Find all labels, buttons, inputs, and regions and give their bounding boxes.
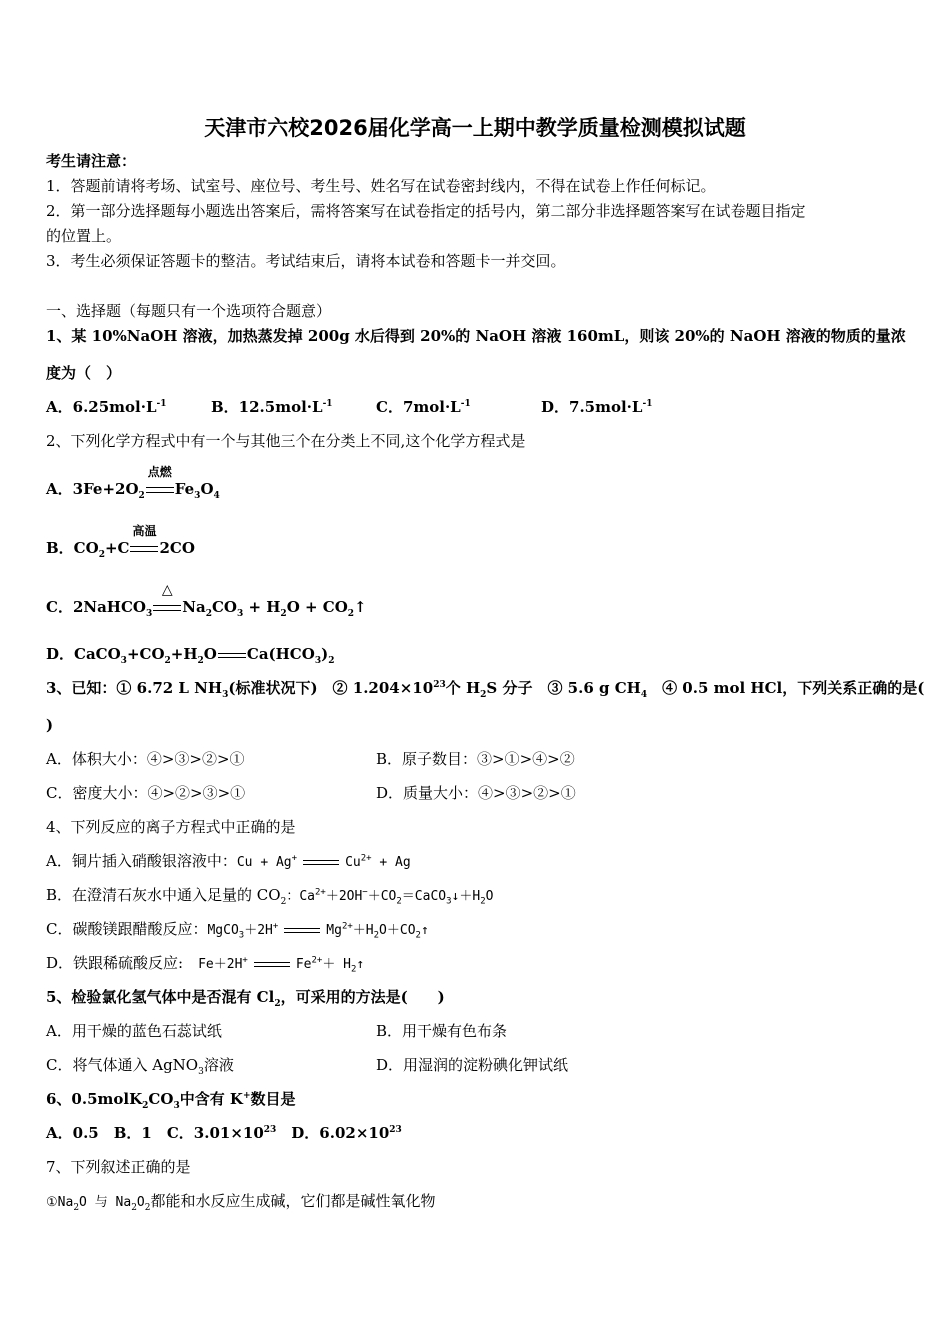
q7-stem: 7、下列叙述正确的是 bbox=[46, 1158, 191, 1176]
q1-option-c: C．$7mol\cdot L^{-1}$ bbox=[376, 398, 471, 416]
q6-stem: 6、$0.5molK_2CO_3$中含有 K+数目是 bbox=[46, 1090, 296, 1111]
reaction-arrow-c: △ bbox=[152, 597, 182, 617]
q6-options: A．0.5 B．1 C．$3.01\times 10^{23}$ D．$6.02\times 10^{23}$ bbox=[46, 1124, 402, 1142]
q5-option-b: B．用干燥有色布条 bbox=[376, 1022, 508, 1040]
q3-stem: 3、已知：① 6.72 L $NH_3$(标准状况下) ② $1.204\times 10^{23}$个 $H_2S$ 分子 ③ 5.6 g $CH_4$ ④ 0.5 mol HCl，下列关系正确的是( bbox=[46, 679, 925, 700]
q1-stem-cont: 度为（ ） bbox=[46, 364, 122, 382]
q1-stem-line1: 1、某 10%NaOH 溶液，加热蒸发掉 200g 水后得到 20%的 NaOH 溶液 160mL，则该 20%的 NaOH 溶液的物质的量浓 bbox=[46, 327, 906, 345]
q3-option-d: D．质量大小：④>③>②>① bbox=[376, 784, 576, 802]
q1-stem bbox=[46, 326, 906, 346]
q3-option-b: B．原子数目：③>①>④>② bbox=[376, 750, 575, 768]
q5-stem: 5、检验氯化氢气体中是否混有 $Cl_2$，可采用的方法是( ) bbox=[46, 988, 445, 1009]
q3-stem-cont: ) bbox=[46, 716, 54, 734]
q5-option-a: A．用干燥的蓝色石蕊试纸 bbox=[46, 1022, 222, 1040]
notice-heading: 考生请注意： bbox=[46, 152, 137, 170]
q4-option-c: C．碳酸镁跟醋酸反应：MgCO$_3$＋2H+ $Mg^{2+}+H_2O+CO_2↑$ bbox=[46, 920, 429, 941]
notice-item-1: 1．答题前请将考场、试室号、座位号、考生号、姓名写在试卷密封线内，不得在试卷上作任何标记。 bbox=[46, 177, 716, 195]
q4-option-b: B．在澄清石灰水中通入足量的 $CO_2$：$Ca^{2+}+2OH^-+CO_2=CaCO_3↓+H_2O$ bbox=[46, 886, 494, 907]
q3-option-c: C．密度大小：④>②>③>① bbox=[46, 784, 246, 802]
notice-item-2-cont: 的位置上。 bbox=[46, 227, 122, 245]
q3-option-a: A．体积大小：④>③>②>① bbox=[46, 750, 245, 768]
q7-item-1: $①Na_2O$ 与 $Na_2O_2$都能和水反应生成碱，它们都是碱性氧化物 bbox=[46, 1192, 436, 1213]
q2-stem: 2、下列化学方程式中有一个与其他三个在分类上不同,这个化学方程式是 bbox=[46, 432, 526, 450]
notice-item-3: 3．考生必须保证答题卡的整洁。考试结束后，请将本试卷和答题卡一并交回。 bbox=[46, 252, 566, 270]
q1-option-b: B．$12.5mol\cdot L^{-1}$ bbox=[211, 398, 333, 416]
q5-option-c: C．将气体通入 AgNO$_3$溶液 bbox=[46, 1056, 234, 1077]
page-title: 天津市六校2026届化学高一上期中教学质量检测模拟试题 bbox=[204, 116, 746, 140]
reaction-arrow-b: 高温 bbox=[129, 538, 159, 558]
section-heading: 一、选择题（每题只有一个选项符合题意） bbox=[46, 302, 332, 320]
q2-option-d: D．$CaCO_3+CO_2+H_2O$ $Ca(HCO_3)_2$ bbox=[46, 645, 335, 666]
q2-option-b: B．$CO_2+C$ 高温 2CO bbox=[46, 524, 195, 560]
q4-option-a: A．铜片插入硝酸银溶液中：Cu + Ag+ $Cu^{2+} + Ag$ bbox=[46, 852, 411, 870]
q4-stem: 4、下列反应的离子方程式中正确的是 bbox=[46, 818, 296, 836]
notice-item-2: 2．第一部分选择题每小题选出答案后，需将答案写在试卷指定的括号内，第二部分非选择题答案写在试卷题目指定 bbox=[46, 202, 806, 220]
q1-option-a: A．$6.25mol\cdot L^{-1}$ bbox=[46, 398, 167, 416]
q2-option-c: C．2NaHCO$_3$ △ $Na_2CO_3 + H_2O$ + $CO_2↑$ bbox=[46, 582, 367, 619]
q4-option-d: D．铁跟稀硫酸反应: Fe＋2H+ $Fe^{2+}+$ $H_2↑$ bbox=[46, 954, 365, 975]
reaction-arrow-a: 点燃 bbox=[145, 479, 175, 499]
q2-option-a: A．$3Fe+2O_2$ 点燃 $Fe_3O_4$ bbox=[46, 465, 220, 501]
q1-option-d: D．$7.5mol\cdot L^{-1}$ bbox=[541, 398, 653, 416]
q5-option-d: D．用湿润的淀粉碘化钾试纸 bbox=[376, 1056, 569, 1074]
